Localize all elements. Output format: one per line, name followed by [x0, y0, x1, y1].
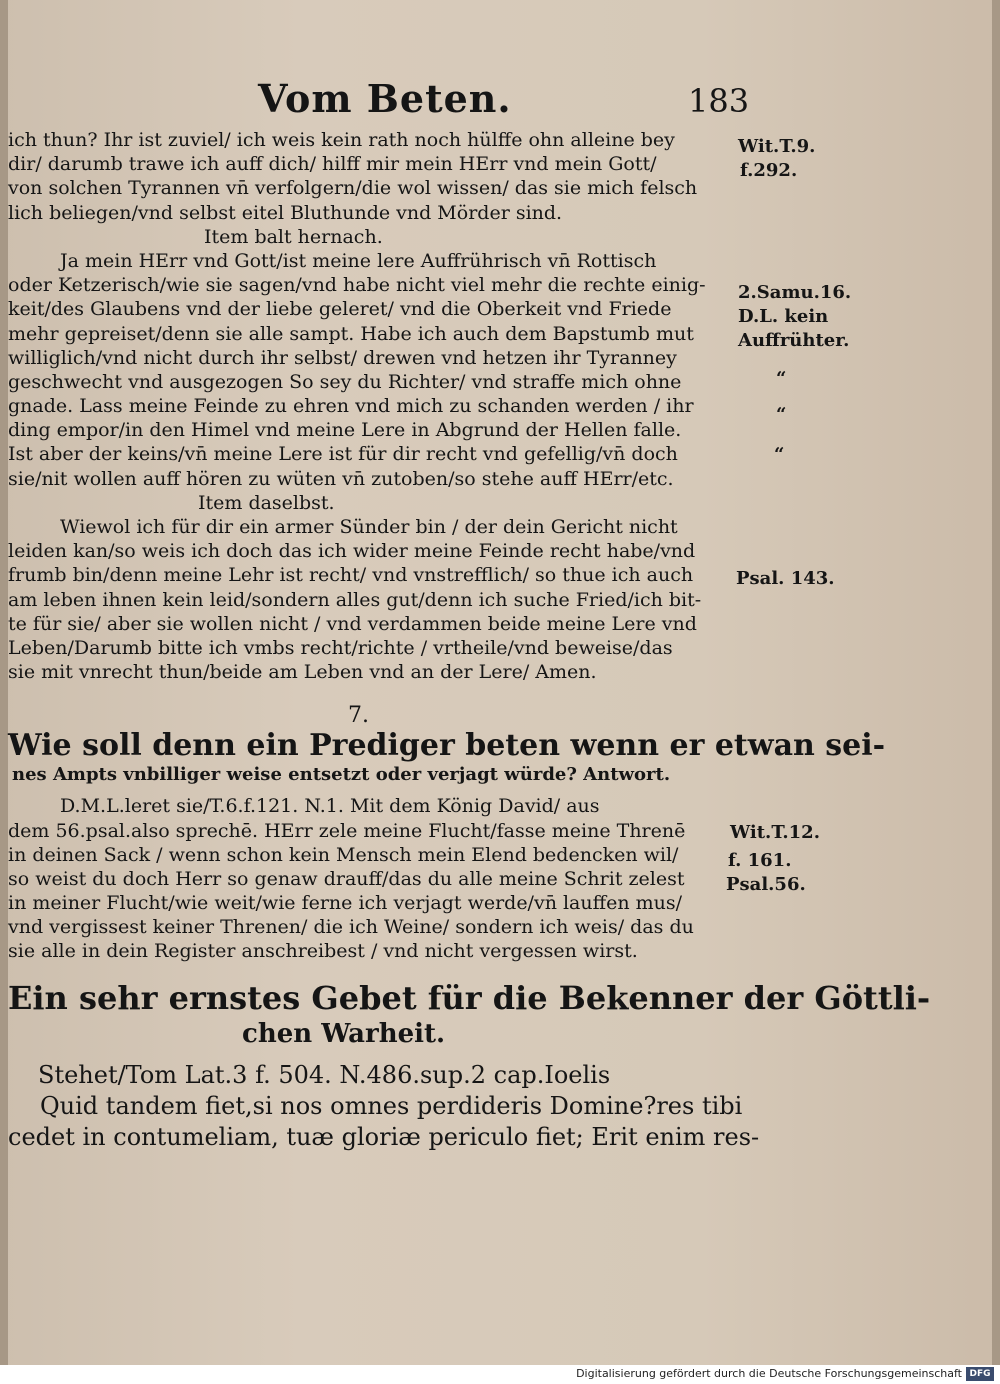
- text-line: in meiner Flucht/wie weit/wie ferne ich verjagt werde/vn̄ lauffen mus/: [8, 892, 683, 915]
- marginal-note: “: [776, 368, 787, 389]
- text-line: Ist aber der keins/vn̄ meine Lere ist für dir recht vnd gefellig/vn̄ doch: [8, 443, 678, 466]
- page-edge-left: [0, 0, 8, 1365]
- prayer-heading-continued: chen Warheit.: [242, 1018, 446, 1049]
- text-line: so weist du doch Herr so genaw drauff/das du alle meine Schrit zelest: [8, 867, 685, 890]
- page-edge-right: [992, 0, 1000, 1365]
- text-line: oder Ketzerisch/wie sie sagen/vnd habe nicht viel mehr die rechte einig-: [8, 274, 706, 297]
- dfg-logo-icon: DFG: [966, 1367, 994, 1381]
- marginal-note: “: [774, 444, 785, 465]
- text-line: leiden kan/so weis ich doch das ich wider meine Feinde recht habe/vnd: [8, 540, 696, 563]
- text-line: frumb bin/denn meine Lehr ist recht/ vnd vnstrefflich/ so thue ich auch: [8, 564, 694, 587]
- section-heading: Wie soll denn ein Prediger beten wenn er etwan sei-: [8, 728, 886, 764]
- section-number: 7.: [348, 703, 369, 729]
- text-line: D.M.L.leret sie/T.6.f.121. N.1. Mit dem König David/ aus: [60, 795, 600, 818]
- text-line: geschwecht vnd ausgezogen So sey du Richter/ vnd straffe mich ohne: [8, 370, 682, 393]
- latin-text-line: cedet in contumeliam, tuæ gloriæ periculo fiet; Erit enim res-: [8, 1122, 760, 1151]
- item-heading: Item balt hernach.: [204, 225, 383, 248]
- section-heading-continued: nes Ampts vnbilliger weise entsetzt oder verjagt würde? Antwort.: [12, 764, 671, 786]
- marginal-note: Psal.56.: [726, 874, 806, 895]
- text-line: keit/des Glaubens vnd der liebe geleret/ vnd die Oberkeit vnd Friede: [8, 298, 672, 321]
- marginal-note: D.L. kein: [738, 306, 829, 327]
- marginal-note: Wit.T.12.: [730, 822, 820, 843]
- page-header: [0, 60, 1000, 120]
- page-number: 183: [688, 82, 750, 120]
- text-line: sie mit vnrecht thun/beide am Leben vnd an der Lere/ Amen.: [8, 661, 597, 684]
- marginal-note: Wit.T.9.: [738, 136, 816, 157]
- text-line: Leben/Darumb bitte ich vmbs recht/richte / vrtheile/vnd beweise/das: [8, 636, 673, 659]
- text-line: ich thun? Ihr ist zuviel/ ich weis kein rath noch hülffe ohn alleine bey: [8, 129, 675, 151]
- text-line: von solchen Tyrannen vn̄ verfolgern/die wol wissen/ das sie mich felsch: [8, 177, 698, 200]
- text-line: vnd vergissest keiner Threnen/ die ich Weine/ sondern ich weis/ das du: [8, 916, 694, 939]
- text-line: Ja mein HErr vnd Gott/ist meine lere Auffrührisch vn̄ Rottisch: [60, 249, 657, 272]
- marginal-note: Auffrühter.: [738, 330, 850, 351]
- latin-text-line: Quid tandem fiet,si nos omnes perdideris Domine?res tibi: [40, 1091, 743, 1120]
- text-line: lich beliegen/vnd selbst eitel Bluthunde vnd Mörder sind.: [8, 201, 563, 224]
- text-line: sie/nit wollen auff hören zu wüten vn̄ zutoben/so stehe auff HErr/etc.: [8, 467, 674, 490]
- text-line: mehr gepreiset/denn sie alle sampt. Habe ich auch dem Bapstumb mut: [8, 322, 694, 345]
- item-heading: Item daselbst.: [198, 491, 335, 514]
- text-line: am leben ihnen kein leid/sondern alles gut/denn ich suche Fried/ich bit-: [8, 588, 702, 611]
- text-line: ding empor/in den Himel vnd meine Lere in Abgrund der Hellen falle.: [8, 419, 682, 442]
- marginal-note: 2.Samu.16.: [738, 282, 852, 303]
- text-line: te für sie/ aber sie wollen nicht / vnd verdammen beide meine Lere vnd: [8, 612, 697, 635]
- text-line: williglich/vnd nicht durch ihr selbst/ drewen vnd hetzen ihr Tyranney: [8, 346, 677, 369]
- footer-credit: Digitalisierung gefördert durch die Deutsche Forschungsgemeinschaft: [576, 1367, 962, 1380]
- marginal-note: Psal. 143.: [736, 568, 835, 589]
- text-line: sie alle in dein Register anschreibest / vnd nicht vergessen wirst.: [8, 940, 638, 963]
- text-line: in deinen Sack / wenn schon kein Mensch mein Elend bedencken wil/: [8, 843, 679, 866]
- prayer-heading: Ein sehr ernstes Gebet für die Bekenner der Göttli-: [8, 978, 931, 1017]
- marginal-note: f.292.: [740, 160, 798, 181]
- running-title: Vom Beten.: [258, 76, 512, 121]
- text-line: dem 56.psal.also sprechē. HErr zele meine Flucht/fasse meine Threnē: [8, 819, 686, 842]
- text-line: gnade. Lass meine Feinde zu ehren vnd mich zu schanden werden / ihr: [8, 395, 694, 418]
- marginal-note: “: [776, 404, 787, 425]
- text-line: Wiewol ich für dir ein armer Sünder bin / der dein Gericht nicht: [60, 516, 678, 538]
- text-line: dir/ darumb trawe ich auff dich/ hilff mir mein HErr vnd mein Gott/: [8, 153, 657, 176]
- marginal-note: f. 161.: [728, 850, 792, 871]
- citation-line: Stehet/Tom Lat.3 f. 504. N.486.sup.2 cap.Ioelis: [38, 1060, 611, 1089]
- digitization-footer: [0, 1365, 1000, 1384]
